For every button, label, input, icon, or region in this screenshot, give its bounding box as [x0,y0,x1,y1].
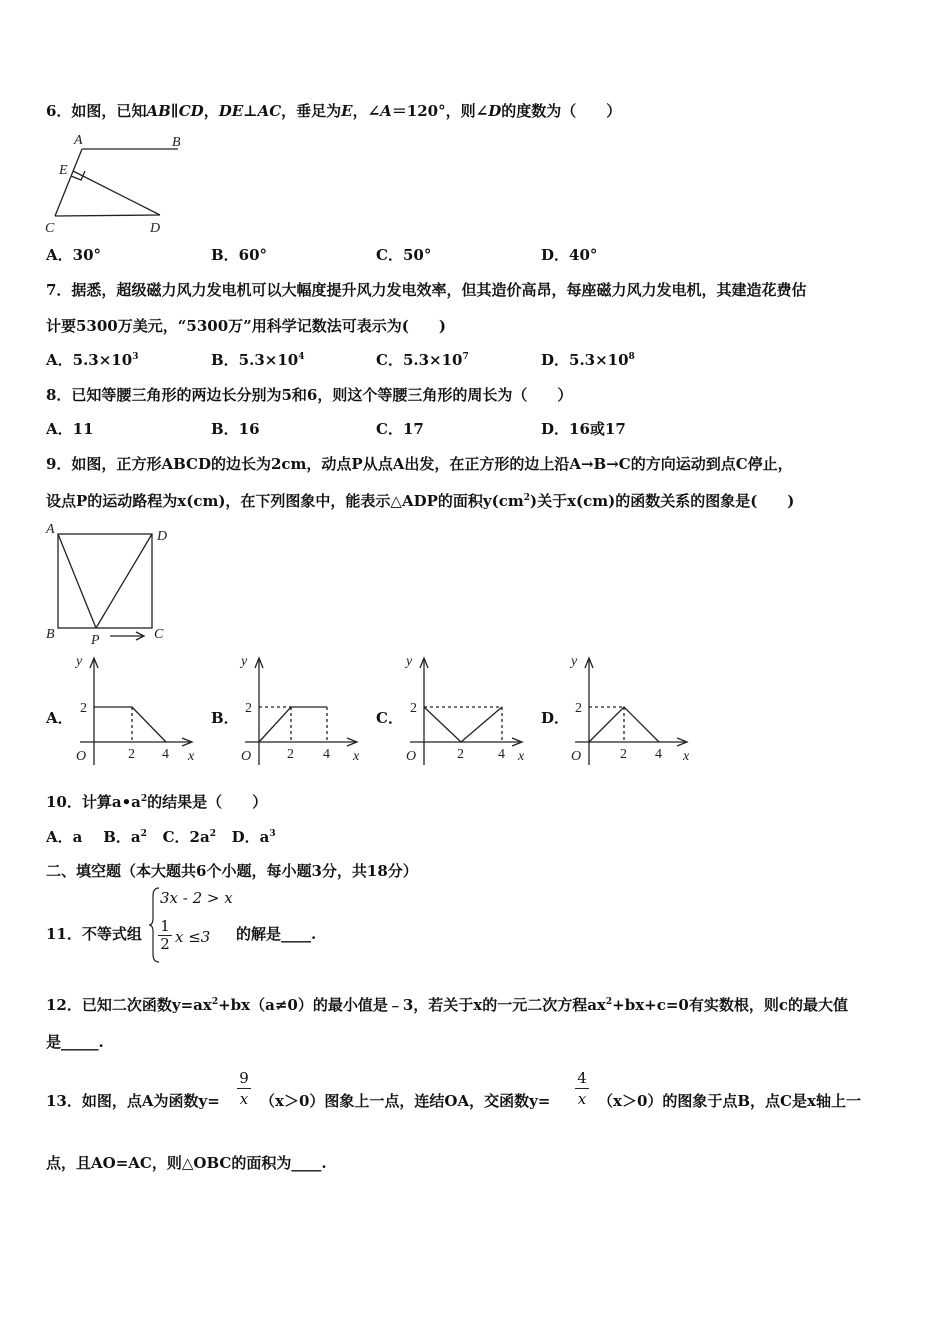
q9-graph-a-ytick: 2 [80,701,87,716]
q11-ineq2: x ≤3 [175,928,211,946]
q9-graph-b-xtick1: 2 [287,747,294,762]
q8-option-a: A．11 [46,420,94,438]
q6-label-c: C [45,221,55,236]
q9-graph-d-xtick1: 2 [620,747,627,762]
q13-part1: 13．如图，点A为函数y= [46,1092,220,1110]
q9-graph-d [565,650,700,770]
q9-graph-b-ytick: 2 [245,701,252,716]
q7-option-c: C．$5.3\times 10^7$ [376,351,469,369]
q9-label-p: P [91,633,100,648]
q11-frac-den: 2 [160,935,170,953]
q9-square-figure [40,518,180,653]
q6-label-e: E [59,163,68,178]
q9-graph-c [400,650,535,770]
q10-option-d: D．$a^3$ [231,828,276,846]
q10-option-b: B．$a^2$ [103,828,147,846]
q8-option-b: B．16 [211,420,260,438]
q9-option-a-label: A． [46,709,73,727]
q9-graph-b-y: y [241,654,248,669]
q9-graph-a-o: O [76,749,87,764]
q9-graph-d-ytick: 2 [575,701,582,716]
q6-option-d: D．40° [541,246,598,264]
q9-label-d: D [157,529,168,544]
q8-option-d: D．16或17 [541,420,626,438]
q6-option-c: C．50° [376,246,432,264]
q6-figure [40,128,190,238]
q11-suffix: 的解是____. [236,925,317,943]
q13-fraction-2 [575,1068,589,1109]
q11-fraction [158,918,172,953]
q9-graph-b [235,650,370,770]
q9-line1: 9．如图，正方形ABCD的边长为2cm，动点P从点A出发，在正方形的边上沿A→B→C的方向运动到点C停止， [46,455,793,473]
q9-label-a: A [46,522,55,537]
q8-stem: 8．已知等腰三角形的两边长分别为5和6，则这个等腰三角形的周长为（ ） [46,386,573,404]
q6-label-d: D [150,221,161,236]
q13-frac1-den: x [239,1090,249,1108]
q10-option-c: C．$2a^2$ [162,828,216,846]
q9-graph-b-o: O [241,749,252,764]
q9-graph-c-ytick: 2 [410,701,417,716]
q6-label-b: B [172,135,181,150]
q9-graph-c-o: O [406,749,417,764]
q13-frac2-num: 4 [575,1068,589,1089]
q6-stem: 6．如图，已知AB∥CD，DE⊥AC，垂足为E，∠A＝120°，则∠D的度数为（ ） [46,102,622,120]
q13-part3: （x＞0）的图象于点B，点C是x轴上一 [598,1092,861,1110]
q10-stem: 10．计算$a•a^2$的结果是（ ） [46,793,268,811]
q9-option-c-label: C． [376,709,403,727]
q9-graph-d-y: y [571,654,578,669]
q9-graph-d-xtick2: 4 [655,747,662,762]
q9-graph-a [70,650,205,770]
q7-line2: 计要5300万美元，“5300万”用科学记数法可表示为( ) [46,317,446,335]
q7-line1: 7．据悉，超级磁力风力发电机可以大幅度提升风力发电效率，但其造价高昂，每座磁力风力发电机，其建造花费估 [46,281,807,299]
q9-graph-c-y: y [406,654,413,669]
q9-graph-d-o: O [571,749,582,764]
q9-graph-c-xtick2: 4 [498,747,505,762]
q11-ineq1: 3x - 2 > x [160,889,233,907]
q9-graph-c-xtick1: 2 [457,747,464,762]
q12-line2: 是_____. [46,1033,104,1051]
q13-line2: 点，且AO=AC，则△OBC的面积为____. [46,1154,327,1172]
q8-option-c: C．17 [376,420,424,438]
q7-option-a: A．$5.3\times 10^3$ [46,351,139,369]
q9-line2: 设点P的运动路程为x(cm)，在下列图象中，能表示△ADP的面积$y(cm^2)$关于x(cm)的函数关系的图象是( ) [46,492,795,510]
q9-graph-b-xtick2: 4 [323,747,330,762]
q6-option-a: A．30° [46,246,102,264]
q10-option-a: A．a [46,828,83,846]
q13-part2: （x＞0）图象上一点，连结OA，交函数y= [260,1092,551,1110]
q7-option-b: B．$5.3\times 10^4$ [211,351,305,369]
q13-fraction-1 [237,1068,251,1109]
section2-title: 二、填空题（本大题共6个小题，每小题3分，共18分） [46,862,418,880]
q13-frac2-den: x [577,1090,587,1108]
q9-option-b-label: B． [211,709,239,727]
q9-label-c: C [154,627,164,642]
q10-options [46,827,276,847]
q11-frac-num: 1 [158,918,172,936]
q6-option-b: B．60° [211,246,268,264]
q9-graph-b-x: x [353,749,360,764]
q9-graph-a-xtick2: 4 [162,747,169,762]
q6-label-a: A [74,133,83,148]
q12-line1: 12．已知二次函数$y=ax^2+bx(a\ne 0)$的最小值是﹣3，若关于x的一元二次方程$ax^2+bx+c=0$有实数根，则c的最大值 [46,996,848,1014]
q9-graph-a-y: y [76,654,83,669]
q9-label-b: B [46,627,55,642]
q9-graph-d-x: x [683,749,690,764]
q9-graph-c-x: x [518,749,525,764]
q13-frac1-num: 9 [237,1068,251,1089]
q7-option-d: D．$5.3\times 10^8$ [541,351,635,369]
q9-option-d-label: D． [541,709,570,727]
q9-graph-a-x: x [188,749,195,764]
q9-graph-a-xtick1: 2 [128,747,135,762]
q11-prefix: 11．不等式组 [46,925,142,943]
